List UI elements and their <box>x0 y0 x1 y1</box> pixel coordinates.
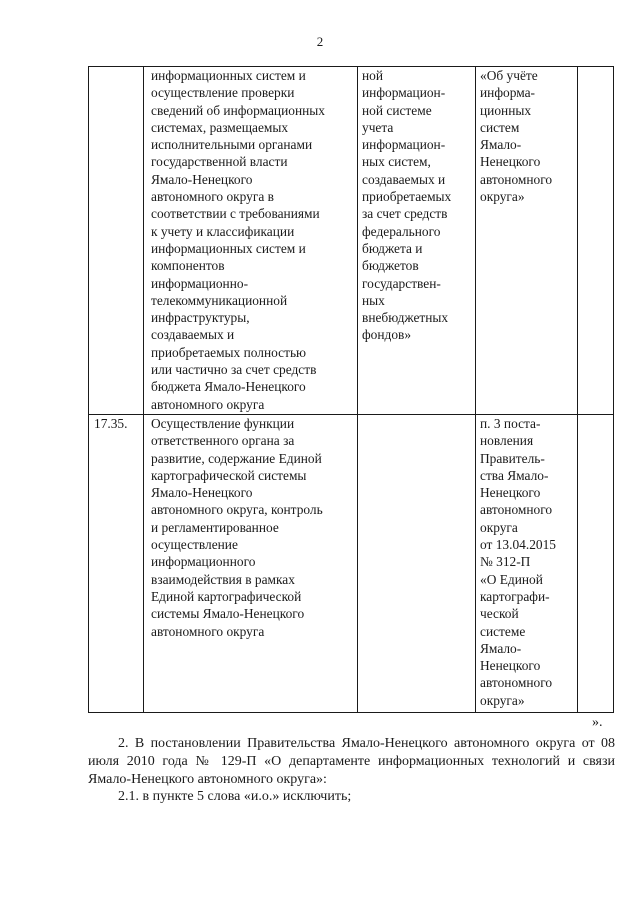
table-row <box>89 415 614 713</box>
federal-basis-cell: ной информацион- ной системе учета информацион- ных систем, создаваемых и приобретаемых за счет средств федерального бюджета и бюджетов государствен- ных внебюджетных фондов» <box>358 67 476 415</box>
row-number-cell <box>89 67 144 415</box>
function-description-cell: Осуществление функции ответственного органа за развитие, содержание Единой картографической системы Ямало-Ненецкого автономного округа, контроль и регламентированное осуществление информационного взаимодействия в рамках Единой картографической системы Ямало-Ненецкого автономного округа <box>144 415 358 713</box>
paragraph-amendment: 2. В постановлении Правительства Ямало-Ненецкого автономного округа от 08 июля 2010 года № 129-П «О департаменте информационных технологий и связи Ямало-Ненецкого автономного округа»: <box>88 736 615 787</box>
table-row <box>89 67 614 415</box>
federal-basis-cell <box>358 415 476 713</box>
extra-cell <box>578 67 614 415</box>
extra-cell <box>578 415 614 713</box>
functions-table <box>88 66 614 713</box>
closing-quote-mark: ». <box>592 715 603 730</box>
function-description-cell: информационных систем и осуществление проверки сведений об информационных системах, размещаемых исполнительными органами государственной власти Ямало-Ненецкого автономного округа в соответствии с требованиями к учету и классификации информационных систем и компонентов информационно- телекоммуникационной инфраструктуры, создаваемых и приобретаемых полностью или частично за счет средств бюджета Ямало-Ненецкого автономного округа <box>144 67 358 415</box>
paragraph-subitem: 2.1. в пункте 5 слова «и.о.» исключить; <box>118 789 352 804</box>
page-number: 2 <box>316 34 324 49</box>
regional-basis-cell: «Об учёте информа- ционных систем Ямало- Ненецкого автономного округа» <box>476 67 578 415</box>
regional-basis-cell: п. 3 поста- новления Правитель- ства Ямало- Ненецкого автономного округа от 13.04.2015 № 312-П «О Единой картографи- ческой системе Ямало- Ненецкого автономного округа» <box>476 415 578 713</box>
row-number-cell: 17.35. <box>89 415 144 713</box>
